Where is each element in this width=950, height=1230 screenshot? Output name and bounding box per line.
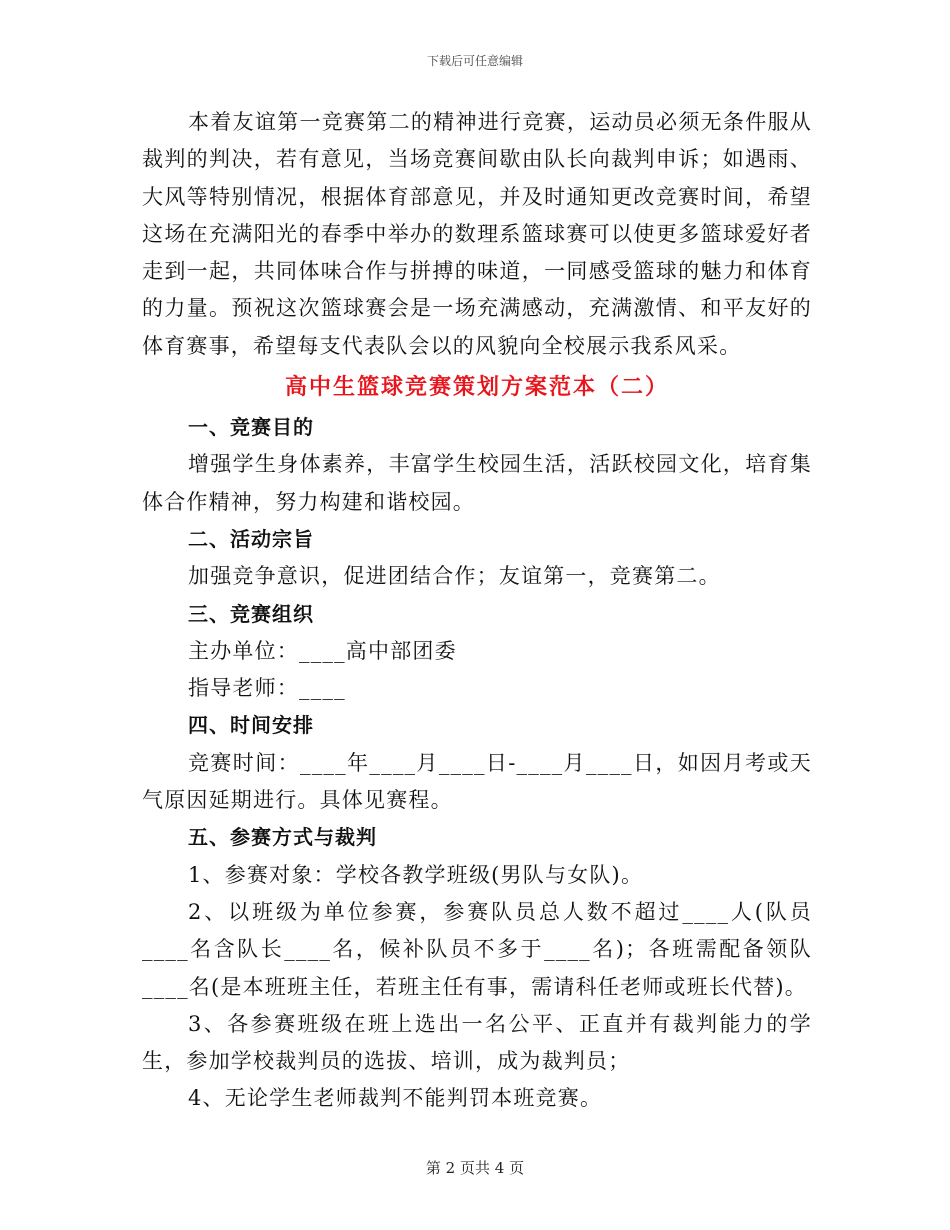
section-heading-purpose: 一、竞赛目的 — [188, 415, 314, 440]
section-text-purpose: 增强学生身体素养，丰富学生校园生活，活跃校园文化，培育集体合作精神，努力构建和谐校园。 — [142, 452, 812, 514]
participation-item: 4、无论学生老师裁判不能判罚本班竞赛。 — [188, 1086, 603, 1111]
instructor-line: 指导老师：____ — [188, 676, 346, 701]
document-title: 高中生篮球竞赛策划方案范本（二） — [284, 374, 669, 401]
section-text-schedule: 竞赛时间：____年____月____日-____月____日，如因月考或天气原因延期进行。具体见赛程。 — [142, 750, 812, 813]
participation-item: 3、各参赛班级在班上选出一名公平、正直并有裁判能力的学生，参加学校裁判员的选拔、培训，成为裁判员； — [142, 1011, 812, 1074]
section-heading-organization: 三、竞赛组织 — [188, 601, 314, 626]
organizer-line: 主办单位：____高中部团委 — [188, 638, 457, 663]
intro-paragraph: 本着友谊第一竞赛第二的精神进行竞赛，运动员必须无条件服从裁判的判决，若有意见，当场竞赛间歇由队长向裁判申诉；如遇雨、大风等特别情况，根据体育部意见，并及时通知更改竞赛时间，希望这场在充满阳光的春季中举办的数理系篮球赛可以使更多篮球爱好者走到一起，共同体味合作与拼搏的味道，一同感受篮球的魅力和体育的力量。预祝这次篮球赛会是一场充满感动，充满激情、和平友好的体育赛事，希望每支代表队会以的风貌向全校展示我系风采。 — [142, 110, 812, 358]
document-body — [142, 104, 812, 1118]
page-number: 第 2 页共 4 页 — [425, 1159, 525, 1177]
section-heading-participation: 五、参赛方式与裁判 — [188, 825, 377, 850]
section-text-aim: 加强竞争意识，促进团结合作；友谊第一，竞赛第二。 — [188, 564, 721, 589]
participation-item: 1、参赛对象：学校各教学班级(男队与女队)。 — [188, 862, 644, 887]
page-header: 下载后可任意编辑 — [426, 54, 523, 68]
participation-item: 2、以班级为单位参赛，参赛队员总人数不超过____人(队员____名含队长____名，候补队员不多于____名)；各班需配备领队____名(是本班班主任，若班主任有事，需请科任老师或班长代替)。 — [142, 899, 812, 999]
section-heading-schedule: 四、时间安排 — [188, 713, 314, 738]
section-heading-aim: 二、活动宗旨 — [188, 526, 314, 551]
